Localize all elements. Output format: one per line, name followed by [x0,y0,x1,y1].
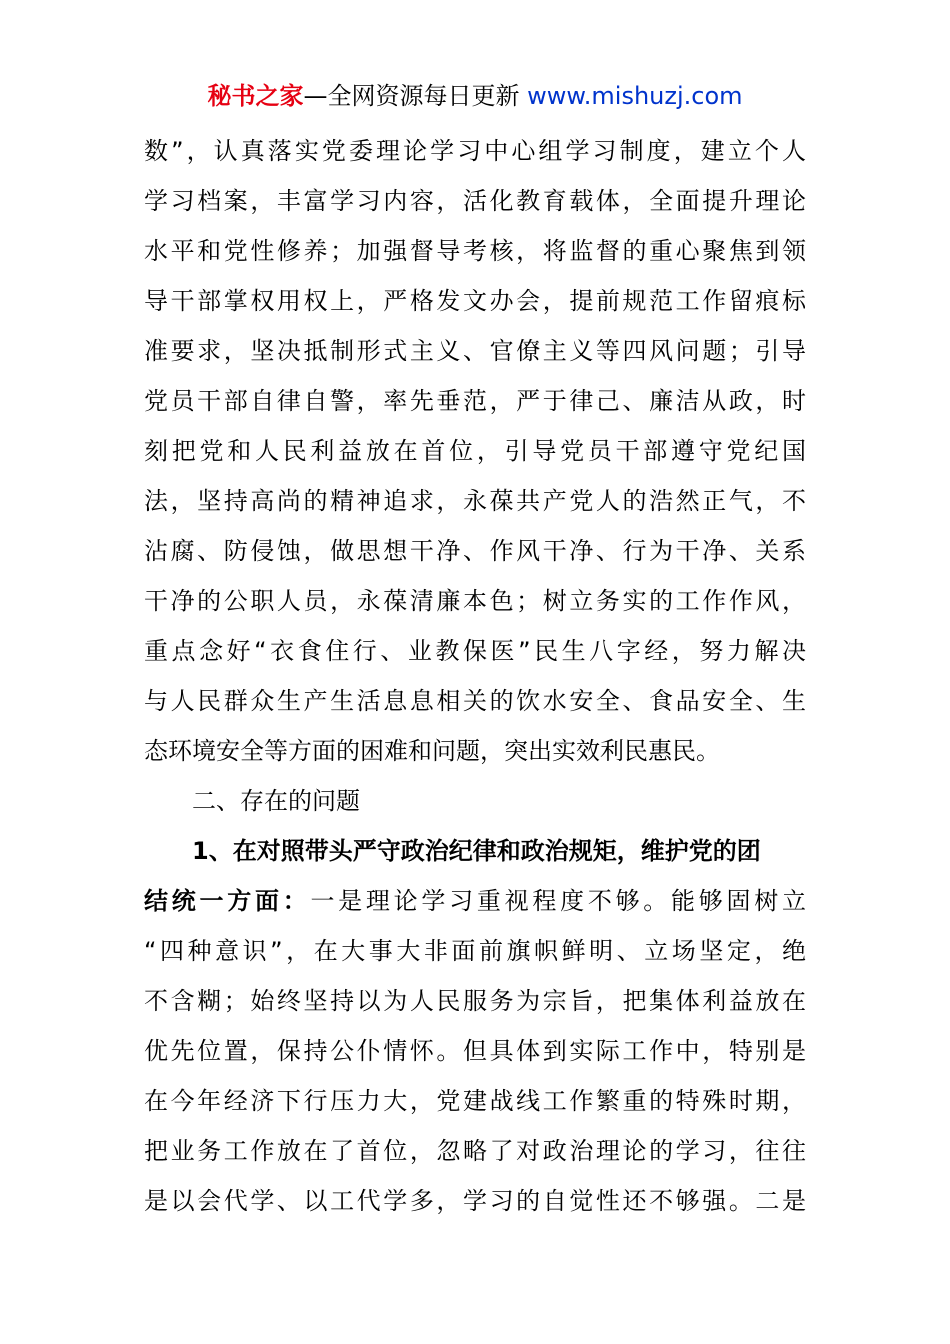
text-line: 准要求，坚决抵制形式主义、官僚主义等四风问题；引导 [144,337,806,365]
text-line: 与人民群众生产生活息息相关的饮水安全、食品安全、生 [144,687,806,715]
text-line: 导干部掌权用权上，严格发文办会，提前规范工作留痕标 [144,287,806,315]
text-line: 重点念好“衣食住行、业教保医”民生八字经，努力解决 [144,637,806,665]
text-line: 数”，认真落实党委理论学习中心组学习制度，建立个人 [144,137,806,165]
header-tagline: —全网资源每日更新 [303,82,520,110]
bold-heading-tail: 结统一方面： [144,887,311,915]
text-line: 干净的公职人员，永葆清廉本色；树立务实的工作作风， [144,587,806,615]
bold-heading-line: 1、在对照带头严守政治纪律和政治规矩，维护党的团 [192,837,761,865]
text-line: 把业务工作放在了首位，忽略了对政治理论的学习，往往 [144,1137,806,1165]
text-line: 水平和党性修养；加强督导考核，将监督的重心聚焦到领 [144,237,806,265]
brand-name: 秘书之家 [207,82,304,110]
text-line: 在今年经济下行压力大，党建战线工作繁重的特殊时期， [144,1087,806,1115]
paragraph-2 [144,826,806,1226]
site-header [0,80,950,112]
text-line: 是以会代学、以工代学多，学习的自觉性还不够强。二是 [144,1187,806,1215]
text-line: 刻把党和人民利益放在首位，引导党员干部遵守党纪国 [144,437,806,465]
text-line: “四种意识”，在大事大非面前旗帜鲜明、立场坚定，绝 [144,937,806,965]
text-line: 党员干部自律自警，率先垂范，严于律己、廉洁从政，时 [144,387,806,415]
text-line: 法，坚持高尚的精神追求，永葆共产党人的浩然正气，不 [144,487,806,515]
text-line: 不含糊；始终坚持以为人民服务为宗旨，把集体利益放在 [144,987,806,1015]
document-body [144,126,806,1226]
text-line: 态环境安全等方面的困难和问题，突出实效利民惠民。 [144,737,720,765]
text-line: 优先位置，保持公仆情怀。但具体到实际工作中，特别是 [144,1037,806,1065]
site-url[interactable]: www.mishuzj.com [527,82,743,110]
paragraph-1 [144,126,806,776]
text-line: 学习档案，丰富学习内容，活化教育载体，全面提升理论 [144,187,806,215]
text-line [144,876,806,926]
text-line-rest: 一是理论学习重视程度不够。能够固树立 [310,887,807,915]
text-line: 沾腐、防侵蚀，做思想干净、作风干净、行为干净、关系 [144,537,806,565]
section-heading: 二、存在的问题 [192,787,360,815]
